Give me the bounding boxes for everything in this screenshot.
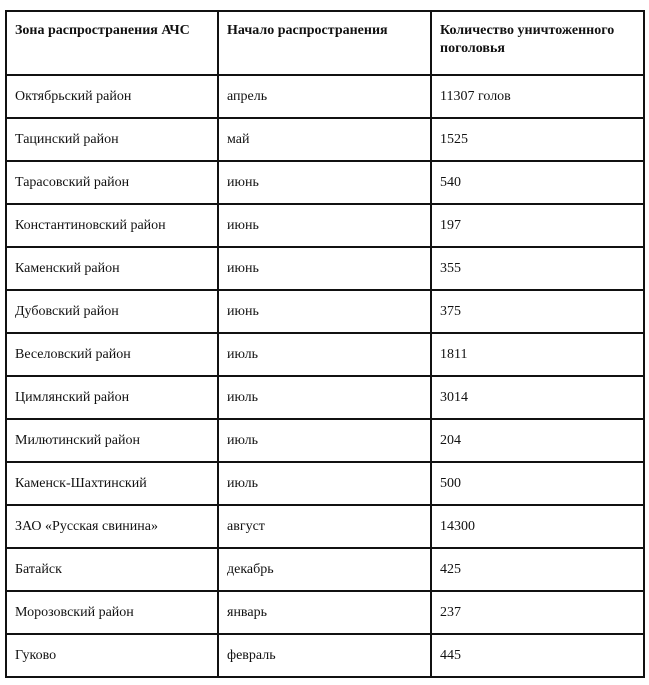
cell-count: 355 — [431, 247, 644, 290]
cell-count: 375 — [431, 290, 644, 333]
cell-count: 425 — [431, 548, 644, 591]
cell-count: 237 — [431, 591, 644, 634]
cell-zone: Константиновский район — [6, 204, 218, 247]
table-row — [6, 634, 644, 677]
header-start: Начало распространения — [218, 11, 431, 75]
cell-start: апрель — [218, 75, 431, 118]
cell-count: 3014 — [431, 376, 644, 419]
cell-start: июнь — [218, 204, 431, 247]
table-row — [6, 75, 644, 118]
cell-zone: Каменский район — [6, 247, 218, 290]
cell-start: июль — [218, 419, 431, 462]
cell-zone: Октябрьский район — [6, 75, 218, 118]
cell-zone: Тарасовский район — [6, 161, 218, 204]
cell-count: 500 — [431, 462, 644, 505]
table-row — [6, 505, 644, 548]
table-row — [6, 118, 644, 161]
cell-zone: Батайск — [6, 548, 218, 591]
cell-zone: Дубовский район — [6, 290, 218, 333]
table-row — [6, 290, 644, 333]
table-row — [6, 419, 644, 462]
cell-count: 204 — [431, 419, 644, 462]
cell-start: февраль — [218, 634, 431, 677]
cell-count: 14300 — [431, 505, 644, 548]
cell-start: июль — [218, 333, 431, 376]
table-header-row — [6, 11, 644, 75]
cell-count: 11307 голов — [431, 75, 644, 118]
cell-count: 1525 — [431, 118, 644, 161]
cell-start: август — [218, 505, 431, 548]
header-zone: Зона распространения АЧС — [6, 11, 218, 75]
table-body — [6, 75, 644, 677]
cell-count: 445 — [431, 634, 644, 677]
cell-zone: Каменск-Шахтинский — [6, 462, 218, 505]
cell-zone: Цимлянский район — [6, 376, 218, 419]
table-row — [6, 247, 644, 290]
table-row — [6, 333, 644, 376]
cell-count: 540 — [431, 161, 644, 204]
cell-start: январь — [218, 591, 431, 634]
table-row — [6, 204, 644, 247]
table-row — [6, 161, 644, 204]
cell-zone: Гуково — [6, 634, 218, 677]
table-row — [6, 591, 644, 634]
cell-count: 1811 — [431, 333, 644, 376]
cell-start: июль — [218, 376, 431, 419]
cell-start: май — [218, 118, 431, 161]
cell-start: июнь — [218, 290, 431, 333]
cell-start: июнь — [218, 247, 431, 290]
cell-start: декабрь — [218, 548, 431, 591]
cell-zone: Тацинский район — [6, 118, 218, 161]
cell-start: июнь — [218, 161, 431, 204]
cell-zone: Морозовский район — [6, 591, 218, 634]
header-count: Количество уничтоженного поголовья — [431, 11, 644, 75]
table-row — [6, 548, 644, 591]
asf-spread-table — [5, 10, 645, 678]
table-row — [6, 376, 644, 419]
cell-zone: ЗАО «Русская свинина» — [6, 505, 218, 548]
cell-zone: Веселовский район — [6, 333, 218, 376]
cell-count: 197 — [431, 204, 644, 247]
cell-start: июль — [218, 462, 431, 505]
table-row — [6, 462, 644, 505]
cell-zone: Милютинский район — [6, 419, 218, 462]
